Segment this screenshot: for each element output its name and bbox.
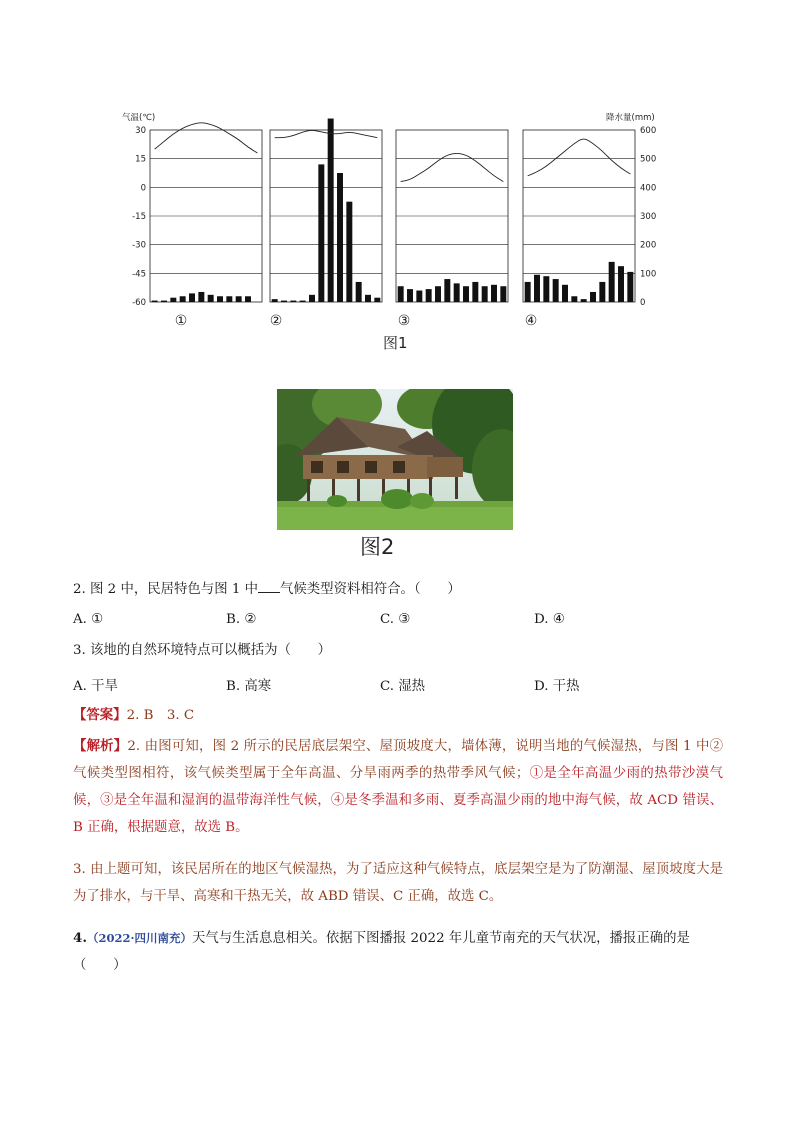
precipitation-bar bbox=[543, 276, 549, 302]
chart-panel-label: ② bbox=[269, 313, 283, 329]
precipitation-bar bbox=[365, 295, 371, 302]
precipitation-bar bbox=[152, 301, 158, 302]
precipitation-bar bbox=[407, 289, 413, 302]
precipitation-bar bbox=[463, 286, 469, 302]
question-2-text-end: 气候类型资料相符合。（ ） bbox=[280, 582, 461, 597]
precipitation-bar bbox=[374, 298, 380, 302]
precipitation-bar bbox=[525, 282, 531, 302]
temperature-tick-label: -15 bbox=[132, 212, 146, 222]
precipitation-tick-label: 200 bbox=[640, 240, 657, 251]
precipitation-bar bbox=[337, 173, 343, 302]
climate-charts-figure bbox=[120, 105, 680, 353]
question-2 bbox=[73, 579, 461, 600]
precipitation-bar bbox=[609, 262, 615, 302]
chart-panel-label: ① bbox=[174, 313, 188, 329]
precipitation-tick-label: 600 bbox=[640, 126, 657, 136]
precipitation-tick-label: 400 bbox=[640, 183, 657, 194]
precipitation-bar bbox=[208, 295, 214, 302]
precipitation-bar bbox=[435, 286, 441, 302]
precipitation-axis-label: 降水量(mm) bbox=[606, 113, 655, 123]
precipitation-axis-ticks bbox=[640, 126, 656, 308]
precipitation-bar bbox=[553, 279, 559, 302]
figure1-caption: 图1 bbox=[383, 334, 408, 352]
precipitation-bar bbox=[281, 301, 287, 302]
q2-option-a[interactable]: A. ① bbox=[73, 612, 104, 627]
temperature-axis-label: 气温(℃) bbox=[122, 113, 156, 123]
climate-chart-1 bbox=[150, 123, 262, 329]
question-4-text: 天气与生活息息相关。依据下图播报 2022 年儿童节南充的天气状况，播报正确的是 bbox=[192, 931, 690, 946]
precipitation-bar bbox=[356, 282, 362, 302]
q3-option-c[interactable]: C. 湿热 bbox=[380, 679, 426, 694]
chart-panel-label: ④ bbox=[524, 313, 538, 329]
question-4-source: （2022·四川南充） bbox=[86, 931, 192, 945]
precipitation-bar bbox=[581, 299, 587, 302]
question-2-text-start: 2. 图 2 中，民居特色与图 1 中 bbox=[73, 582, 259, 597]
q2-option-c[interactable]: C. ③ bbox=[380, 612, 411, 627]
analysis-text-1-highlight: ①是全年高温少雨的热带沙漠气候，③是全年温和湿润的温带海洋性气候，④是冬季温和多雨、夏季高温少雨的地中海气候，故 ACD 错误、B 正确，根据题意，故选 B。 bbox=[73, 766, 723, 835]
precipitation-bar bbox=[189, 293, 195, 302]
figure2-caption: 图2 bbox=[360, 535, 395, 559]
precipitation-bar bbox=[599, 282, 605, 302]
precipitation-bar bbox=[236, 296, 242, 302]
precipitation-bar bbox=[318, 164, 324, 302]
precipitation-bar bbox=[346, 202, 352, 302]
precipitation-bar bbox=[170, 298, 176, 302]
question-4-number: 4. bbox=[73, 930, 87, 946]
precipitation-bar bbox=[272, 299, 278, 302]
precipitation-tick-label: 500 bbox=[640, 154, 657, 165]
answer-text: 2. B 3. C bbox=[126, 708, 195, 723]
answer-blank bbox=[258, 579, 280, 593]
precipitation-bar bbox=[491, 285, 497, 302]
precipitation-bar bbox=[416, 291, 422, 302]
precipitation-bar bbox=[571, 296, 577, 302]
stilt-house-illustration bbox=[277, 389, 513, 530]
precipitation-bar bbox=[590, 292, 596, 302]
temperature-curve bbox=[401, 153, 504, 181]
precipitation-bar bbox=[217, 296, 223, 302]
analysis-paragraph-1 bbox=[73, 733, 723, 841]
precipitation-bar bbox=[562, 285, 568, 302]
temperature-tick-label: 0 bbox=[140, 183, 146, 194]
precipitation-bar bbox=[161, 301, 167, 302]
temperature-tick-label: 15 bbox=[135, 154, 146, 165]
question-3: 3. 该地的自然环境特点可以概括为（ ） bbox=[73, 643, 332, 658]
precipitation-bar bbox=[180, 296, 186, 302]
q2-option-d[interactable]: D. ④ bbox=[534, 612, 565, 627]
temperature-tick-label: -45 bbox=[132, 269, 146, 280]
precipitation-bar bbox=[226, 296, 232, 302]
climate-chart-2 bbox=[270, 119, 382, 329]
answer-line bbox=[73, 705, 194, 726]
precipitation-bar bbox=[454, 283, 460, 302]
precipitation-bar bbox=[398, 286, 404, 302]
precipitation-bar bbox=[618, 266, 624, 302]
precipitation-bar bbox=[500, 286, 506, 302]
precipitation-bar bbox=[290, 301, 296, 302]
precipitation-tick-label: 300 bbox=[640, 212, 657, 222]
analysis-tag: 【解析】 bbox=[73, 738, 128, 754]
q2-option-b[interactable]: B. ② bbox=[226, 612, 257, 627]
precipitation-tick-label: 100 bbox=[640, 269, 657, 280]
temperature-curve bbox=[275, 130, 378, 137]
climate-chart-panels bbox=[150, 119, 635, 329]
precipitation-bar bbox=[426, 289, 432, 302]
precipitation-bar bbox=[198, 292, 204, 302]
climate-chart-4 bbox=[523, 130, 635, 329]
stilt-house-photo bbox=[277, 389, 513, 530]
climate-chart-3 bbox=[396, 130, 508, 329]
precipitation-tick-label: 0 bbox=[640, 298, 646, 308]
answer-tag: 【答案】 bbox=[73, 707, 127, 723]
q3-option-a[interactable]: A. 干旱 bbox=[73, 679, 118, 694]
precipitation-bar bbox=[309, 295, 315, 302]
analysis-paragraph-2: 3. 由上题可知，该民居所在的地区气候湿热，为了适应这种气候特点，底层架空是为了防潮湿、屋顶坡度大是为了排水，与干旱、高寒和干热无关，故 ABD 错误、C 正确，故选 C。 bbox=[73, 862, 723, 904]
precipitation-bar bbox=[444, 279, 450, 302]
q3-option-d[interactable]: D. 干热 bbox=[534, 679, 580, 694]
analysis-text-1: 2. 由图可知，图 2 所示的民居底层架空、屋顶坡度大，墙体薄，说明当地的气候湿热，与图 1 中②气候类型图相符，该气候类型属于全年高温、分旱雨两季的热带季风气候； bbox=[73, 739, 723, 781]
temperature-curve bbox=[155, 123, 258, 153]
question-4-paren: （ ） bbox=[73, 958, 127, 973]
precipitation-bar bbox=[245, 296, 251, 302]
temperature-axis-ticks bbox=[132, 126, 146, 308]
precipitation-bar bbox=[328, 119, 334, 302]
temperature-tick-label: -60 bbox=[132, 298, 146, 308]
precipitation-bar bbox=[300, 301, 306, 302]
q3-option-b[interactable]: B. 高寒 bbox=[226, 679, 272, 694]
precipitation-bar bbox=[627, 272, 633, 302]
question-4 bbox=[73, 925, 723, 979]
temperature-curve bbox=[528, 139, 631, 176]
chart-panel-label: ③ bbox=[397, 313, 411, 329]
precipitation-bar bbox=[472, 282, 478, 302]
precipitation-bar bbox=[482, 286, 488, 302]
temperature-tick-label: 30 bbox=[135, 126, 146, 136]
precipitation-bar bbox=[534, 275, 540, 302]
temperature-tick-label: -30 bbox=[132, 240, 146, 251]
